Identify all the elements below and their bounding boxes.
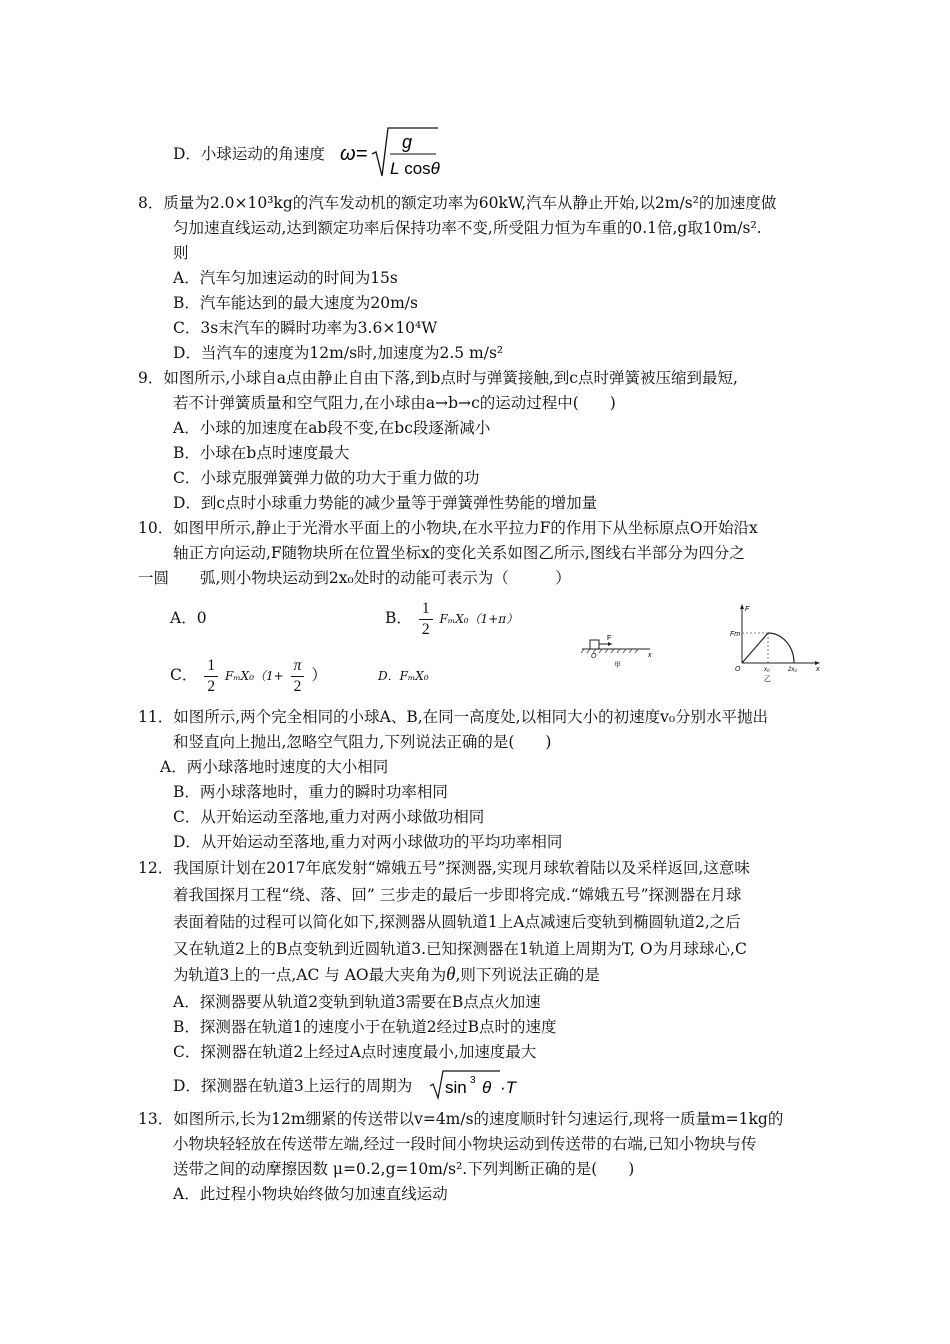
- q8-option-a: A．汽车匀加速运动的时间为15s: [173, 269, 398, 287]
- q10-stem-line1: 10．如图甲所示,静止于光滑水平面上的小物块,在水平拉力F的作用下从坐标原点O开始沿x: [138, 519, 758, 537]
- q10-option-c-close: ）: [311, 666, 327, 684]
- q8-option-b: B．汽车能达到的最大速度为20m/s: [173, 294, 418, 312]
- q10-option-b-fraction: $\frac{1}{2}$: [419, 599, 433, 640]
- q12-stem-line4: 又在轨道2上的B点变轨到近圆轨道3.已知探测器在1轨道上周期为T, O为月球球心,C: [173, 940, 747, 958]
- svg-text:g: g: [402, 132, 413, 152]
- q12-stem-line1: 12．我国原计划在2017年底发射“嫦娥五号”探测器,实现月球软着陆以及采样返回,这意味: [138, 859, 750, 877]
- svg-text:3: 3: [470, 1075, 476, 1086]
- svg-text:sin: sin: [445, 1078, 467, 1097]
- q10-stem-line2: 轴正方向运动,F随物块所在位置坐标x的变化关系如图乙所示,图线右半部分为四分之: [173, 544, 745, 562]
- q10-option-d: [378, 664, 429, 687]
- q10-option-c: [170, 653, 327, 698]
- q8-option-d: D．当汽车的速度为12m/s时,加速度为2.5 m/s²: [173, 344, 504, 362]
- svg-text:L cosθ: L cosθ: [390, 159, 440, 178]
- q13-stem-line3: 送带之间的动摩擦因数 μ=0.2,g=10m/s².下列判断正确的是( ): [173, 1160, 635, 1178]
- q12-period-formula: [428, 1068, 528, 1102]
- q10-fig-yi-Fm-label: Fm: [730, 631, 741, 638]
- q10-fig-jia-O-label: O: [591, 653, 597, 660]
- svg-text:·T: ·T: [500, 1078, 517, 1097]
- q8-option-c: C．3s末汽车的瞬时功率为3.6×10⁴W: [173, 319, 438, 337]
- q11-stem-line2: 和竖直向上抛出,忽略空气阻力,下列说法正确的是( ): [173, 733, 552, 751]
- q9-stem-line1: 9．如图所示,小球自a点由静止自由下落,到b点时与弹簧接触,到c点时弹簧被压缩到最短,: [138, 369, 738, 387]
- q11-option-a: A．两小球落地时速度的大小相同: [160, 758, 389, 776]
- q10-fig-jia-caption: 甲: [614, 662, 621, 669]
- q8-stem-line2: 匀加速直线运动,达到额定功率后保持功率不变,所受阻力恒为车重的0.1倍,g取10m/s².: [173, 219, 762, 237]
- q10-option-b-label: B．: [385, 609, 412, 627]
- q10-fig-yi-x0-label: x₀: [764, 667, 770, 673]
- q12-stem-line5: [173, 964, 600, 986]
- svg-text:ω: ω: [340, 143, 356, 165]
- q10-option-b: [385, 596, 518, 641]
- q9-stem-line2: 若不计弹簧质量和空气阻力,在小球由a→b→c的运动过程中( ): [173, 394, 616, 412]
- q11-option-b: B．两小球落地时，重力的瞬时功率相同: [173, 783, 448, 801]
- q12-stem-line5-part1: 为轨道3上的一点,AC 与 AO最大夹角为: [173, 966, 447, 984]
- q13-stem-line1: 13．如图所示,长为12m绷紧的传送带以v=4m/s的速度顺时针匀速运行,现将一质量m=1kg的: [138, 1110, 784, 1128]
- q10-option-c-pi-fraction: $\frac{\pi}{2}$: [291, 656, 305, 697]
- q10-fig-yi-x-label: x: [816, 666, 820, 673]
- svg-text:θ: θ: [482, 1078, 492, 1097]
- q7-option-d-text: D．小球运动的角速度: [173, 145, 325, 163]
- q12-option-b: B．探测器在轨道1的速度小于在轨道2经过B点时的速度: [173, 1018, 557, 1036]
- q12-stem-line3: 表面着陆的过程可以简化如下,探测器从圆轨道1上A点减速后变轨到椭圆轨道2,之后: [173, 913, 741, 931]
- q9-option-b: B．小球在b点时速度最大: [173, 444, 350, 462]
- q9-option-a: A．小球的加速度在ab段不变,在bc段逐渐减小: [173, 419, 491, 437]
- q13-option-a: A．此过程小物块始终做匀加速直线运动: [173, 1185, 448, 1203]
- q10-option-c-fraction: $\frac{1}{2}$: [204, 656, 218, 697]
- q10-figure-jia: [578, 625, 658, 670]
- q10-fig-yi-caption: 乙: [764, 676, 771, 683]
- q8-stem-line3: 则: [173, 244, 189, 262]
- q9-option-c: C．小球克服弹簧弹力做的功大于重力做的功: [173, 469, 480, 487]
- q10-option-b-expression: FₘX₀（1+π）: [439, 612, 519, 626]
- q10-fig-yi-F-label: F: [745, 606, 750, 613]
- q12-stem-line2: 着我国探月工程“绕、落、回” 三步走的最后一步即将完成.“嫦娥五号”探测器在月球: [173, 886, 742, 904]
- q10-option-d-text: D．FₘX₀: [378, 669, 429, 683]
- q10-stem-line3: 一圆 弧,则小物块运动到2x₀处时的动能可表示为（ ）: [138, 569, 571, 587]
- q13-stem-line2: 小物块轻轻放在传送带左端,经过一段时间小物块运动到传送带的右端,已知小物块与传: [173, 1135, 757, 1153]
- q12-option-c: C．探测器在轨道2上经过A点时速度最小,加速度最大: [173, 1043, 537, 1061]
- q10-fig-jia-F-label: F: [607, 635, 612, 642]
- q12-theta-symbol: θ: [446, 964, 456, 985]
- q11-option-d: D．从开始运动至落地,重力对两小球做功的平均功率相同: [173, 833, 563, 851]
- q8-stem-line1: 8．质量为2.0×10³kg的汽车发动机的额定功率为60kW,汽车从静止开始,以2m/s²的加速度做: [138, 194, 777, 212]
- q12-stem-line5-part2: ,则下列说法正确的是: [455, 966, 600, 984]
- q7-omega-formula: [338, 124, 448, 184]
- q11-stem-line1: 11．如图所示,两个完全相同的小球A、B,在同一高度处,以相同大小的初速度v₀分别水平抛出: [138, 708, 769, 726]
- q10-option-c-label: C．: [170, 666, 198, 684]
- q10-option-a: A．0: [170, 609, 207, 627]
- q10-figure-yi: [730, 603, 825, 683]
- q10-fig-jia-x-label: x: [648, 652, 652, 659]
- q12-option-d-text: D．探测器在轨道3上运行的周期为: [173, 1077, 413, 1095]
- q12-option-a: A．探测器要从轨道2变轨到轨道3需要在B点点火加速: [173, 993, 541, 1011]
- q10-fig-yi-2x0-label: 2x₀: [788, 667, 797, 673]
- q12-option-d: [173, 1075, 412, 1097]
- q11-option-c: C．从开始运动至落地,重力对两小球做功相同: [173, 808, 485, 826]
- q9-option-d: D．到c点时小球重力势能的减少量等于弹簧弹性势能的增加量: [173, 494, 598, 512]
- q7-option-d: [173, 143, 325, 165]
- q10-option-c-expression: FₘX₀（1+: [225, 669, 284, 683]
- q10-fig-yi-O-label: O: [735, 666, 741, 673]
- svg-text:=: =: [356, 143, 368, 165]
